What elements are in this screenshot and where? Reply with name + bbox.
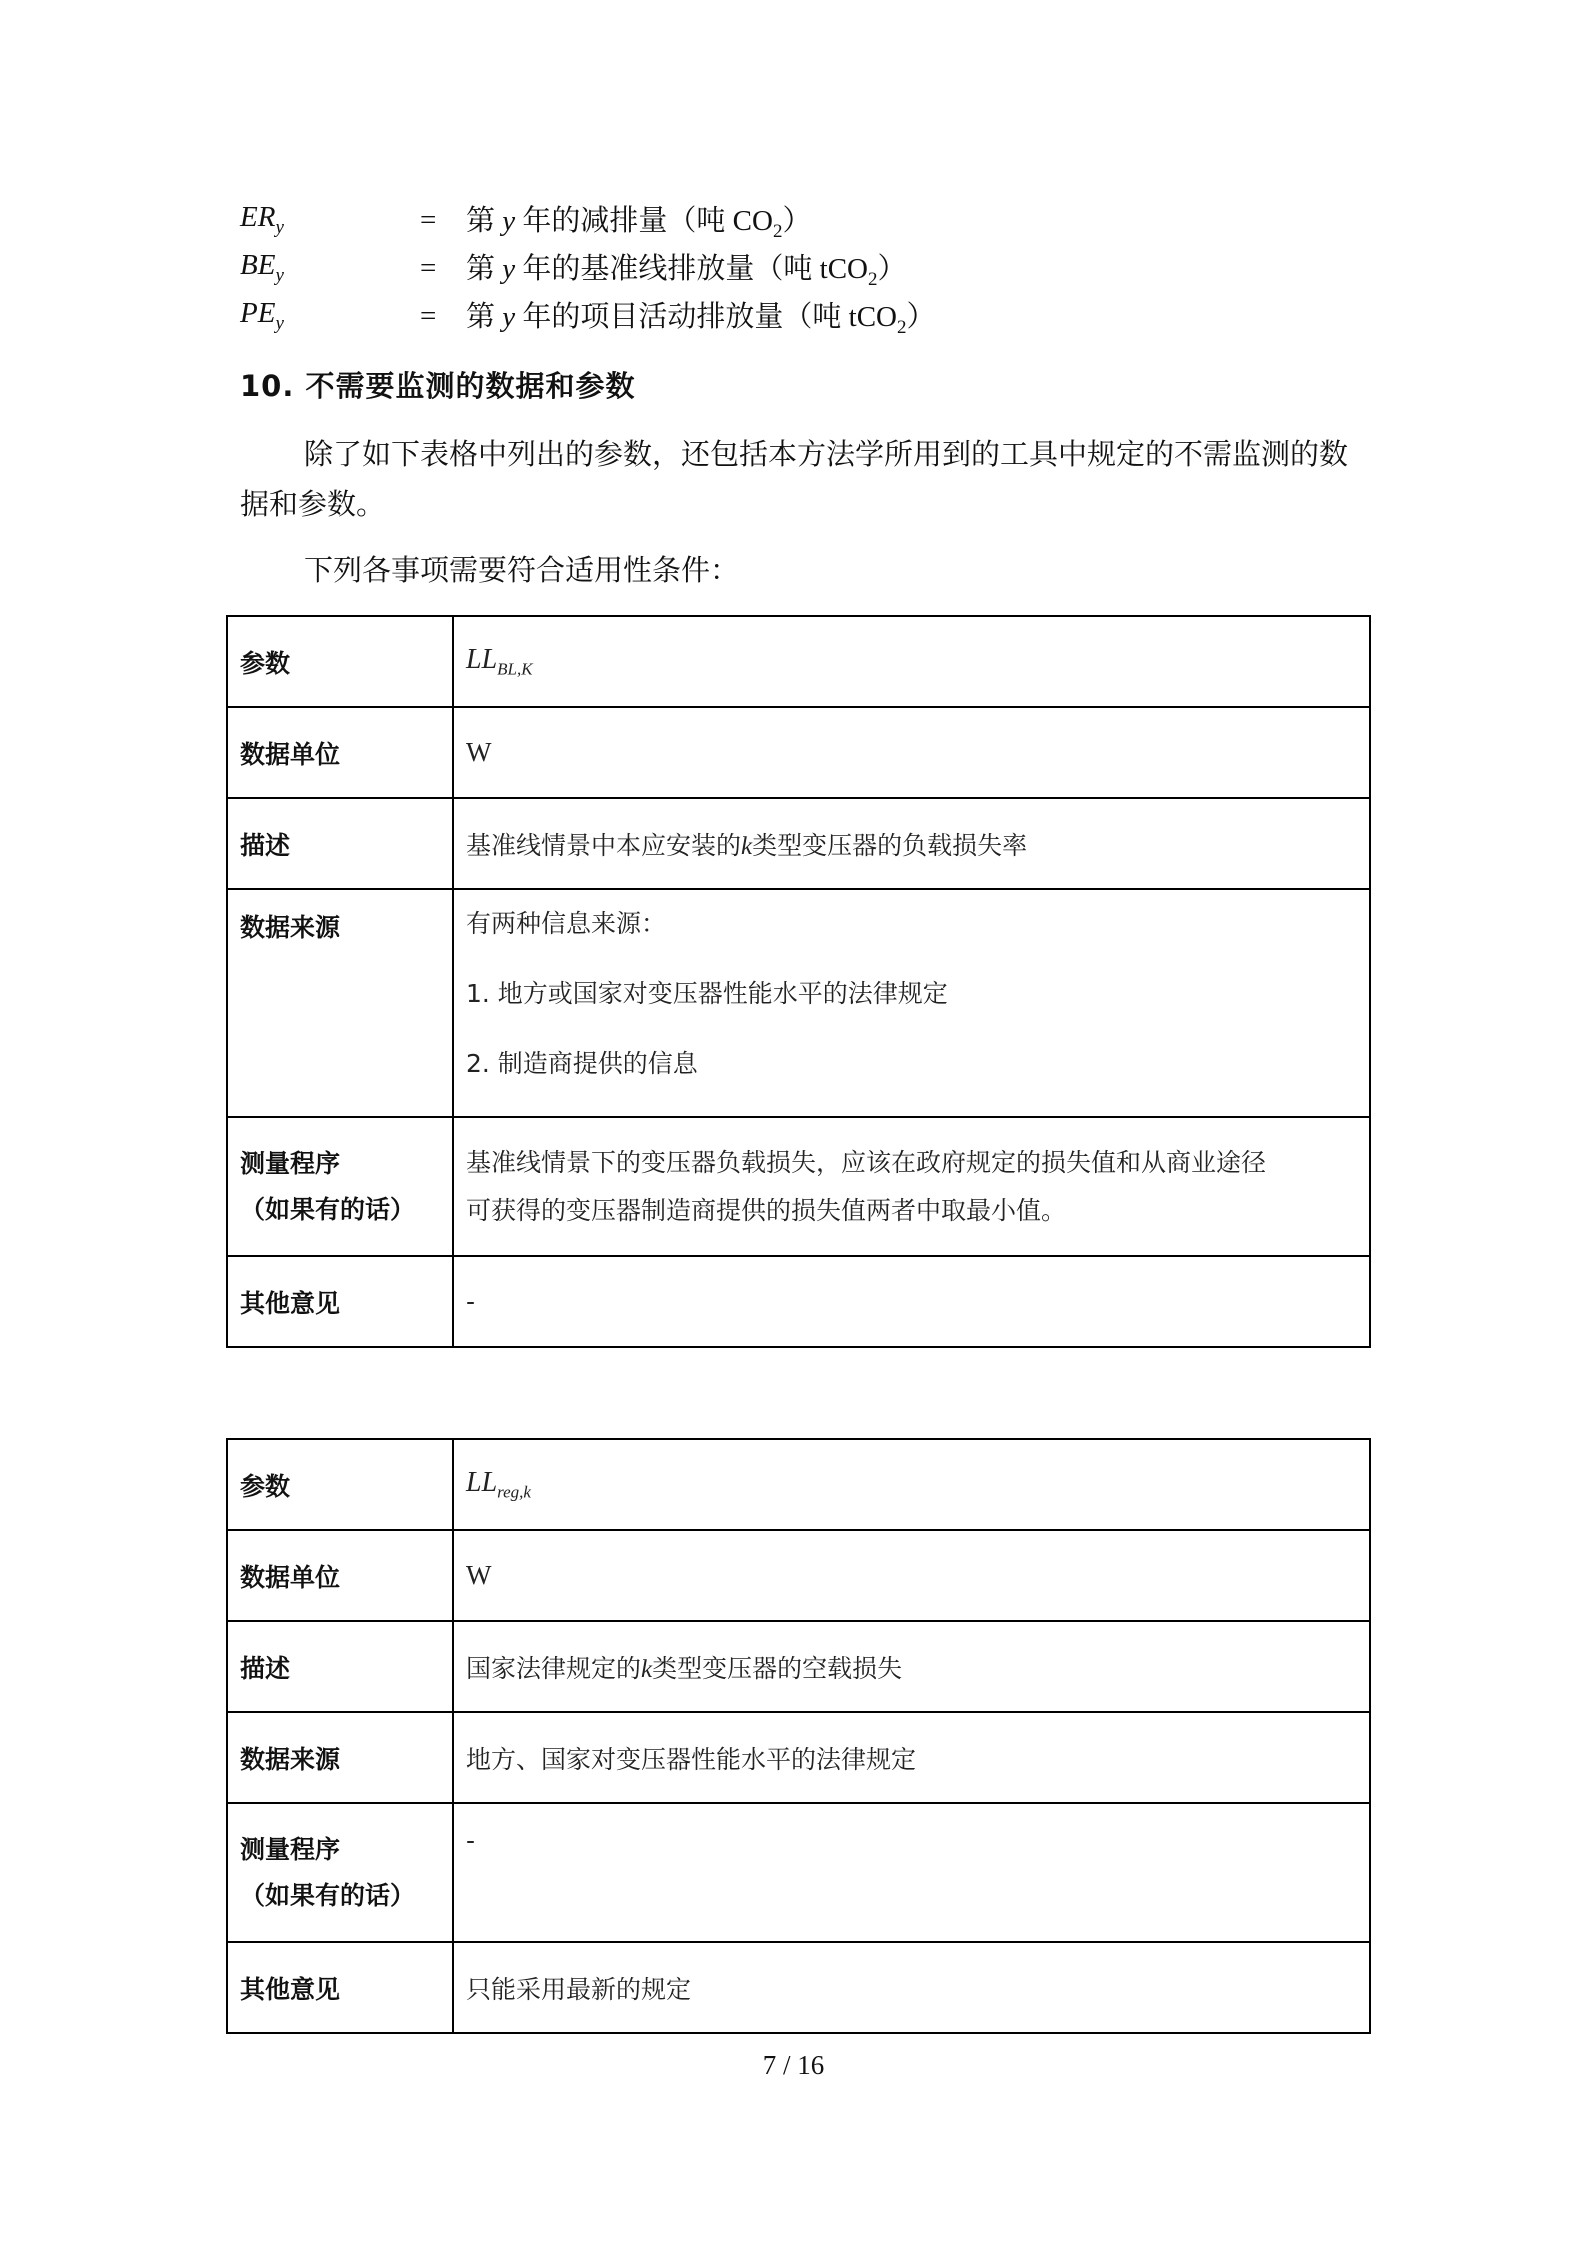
table-row [227, 1439, 1370, 1530]
table-row [227, 1621, 1370, 1712]
table-row [227, 616, 1370, 707]
table-row [227, 1803, 1370, 1942]
section-heading: 10. 不需要监测的数据和参数 [240, 369, 636, 403]
table-row [227, 707, 1370, 798]
row-value: 国家法律规定的k类型变压器的空载损失 [453, 1621, 1370, 1712]
equation-definition-er: $ER_y$ = 第 y 年的减排量（吨 $CO_2$） [240, 198, 811, 242]
table-row [227, 1942, 1370, 2033]
table-row [227, 1256, 1370, 1347]
row-label: 其他意见 [227, 1256, 453, 1347]
intro-paragraph: 除了如下表格中列出的参数，还包括本方法学所用到的工具中规定的不需监测的数据和参数。 [240, 439, 1349, 521]
page-number: 7 / 16 [762, 2050, 825, 2080]
row-label: 其他意见 [227, 1942, 453, 2033]
definition-er: 第 y 年的减排量（吨 $CO_2$） [466, 204, 812, 242]
parameter-table-ll-reg-k [226, 1438, 1371, 2034]
equation-definition-pe: $PE_y$ = 第 y 年的项目活动排放量（吨 tCO$_2$） [240, 294, 936, 338]
row-label: 描述 [227, 798, 453, 889]
symbol-be: $BE_y$ [240, 249, 284, 286]
row-value: $LL_{reg,k}$ [453, 1439, 1370, 1530]
row-label: 描述 [227, 1621, 453, 1712]
row-value: W [453, 707, 1370, 798]
row-value: $LL_{BL,K}$ [453, 616, 1370, 707]
symbol-er: $ER_y$ [240, 201, 284, 238]
row-label: 数据来源 [227, 889, 453, 1117]
row-value: W [453, 1530, 1370, 1621]
row-value: - [453, 1803, 1370, 1942]
definition-pe: 第 y 年的项目活动排放量（吨 tCO$_2$） [466, 300, 936, 338]
symbol-pe: $PE_y$ [240, 297, 284, 334]
definition-be: 第 y 年的基准线排放量（吨 tCO$_2$） [466, 252, 907, 290]
row-label: 测量程序 （如果有的话） [227, 1117, 453, 1256]
row-label: 参数 [227, 1439, 453, 1530]
row-label: 数据单位 [227, 1530, 453, 1621]
table-row [227, 889, 1370, 1117]
row-label: 数据来源 [227, 1712, 453, 1803]
row-value: 只能采用最新的规定 [453, 1942, 1370, 2033]
row-value: 基准线情景下的变压器负载损失，应该在政府规定的损失值和从商业途径 可获得的变压器制造商提供的损失值两者中取最小值。 [453, 1117, 1370, 1256]
applicability-paragraph: 下列各事项需要符合适用性条件： [304, 555, 740, 587]
row-label: 测量程序 （如果有的话） [227, 1803, 453, 1942]
row-value: 地方、国家对变压器性能水平的法律规定 [453, 1712, 1370, 1803]
parameter-table-ll-bl-k [226, 615, 1371, 1348]
row-value: - [453, 1256, 1370, 1347]
row-label: 参数 [227, 616, 453, 707]
row-value: 有两种信息来源： 1. 地方或国家对变压器性能水平的法律规定 2. 制造商提供的信息 [453, 889, 1370, 1117]
equation-definition-be: $BE_y$ = 第 y 年的基准线排放量（吨 tCO$_2$） [240, 246, 907, 290]
table-row [227, 1117, 1370, 1256]
row-label: 数据单位 [227, 707, 453, 798]
table-row [227, 798, 1370, 889]
row-value: 基准线情景中本应安装的k类型变压器的负载损失率 [453, 798, 1370, 889]
table-row [227, 1712, 1370, 1803]
table-row [227, 1530, 1370, 1621]
